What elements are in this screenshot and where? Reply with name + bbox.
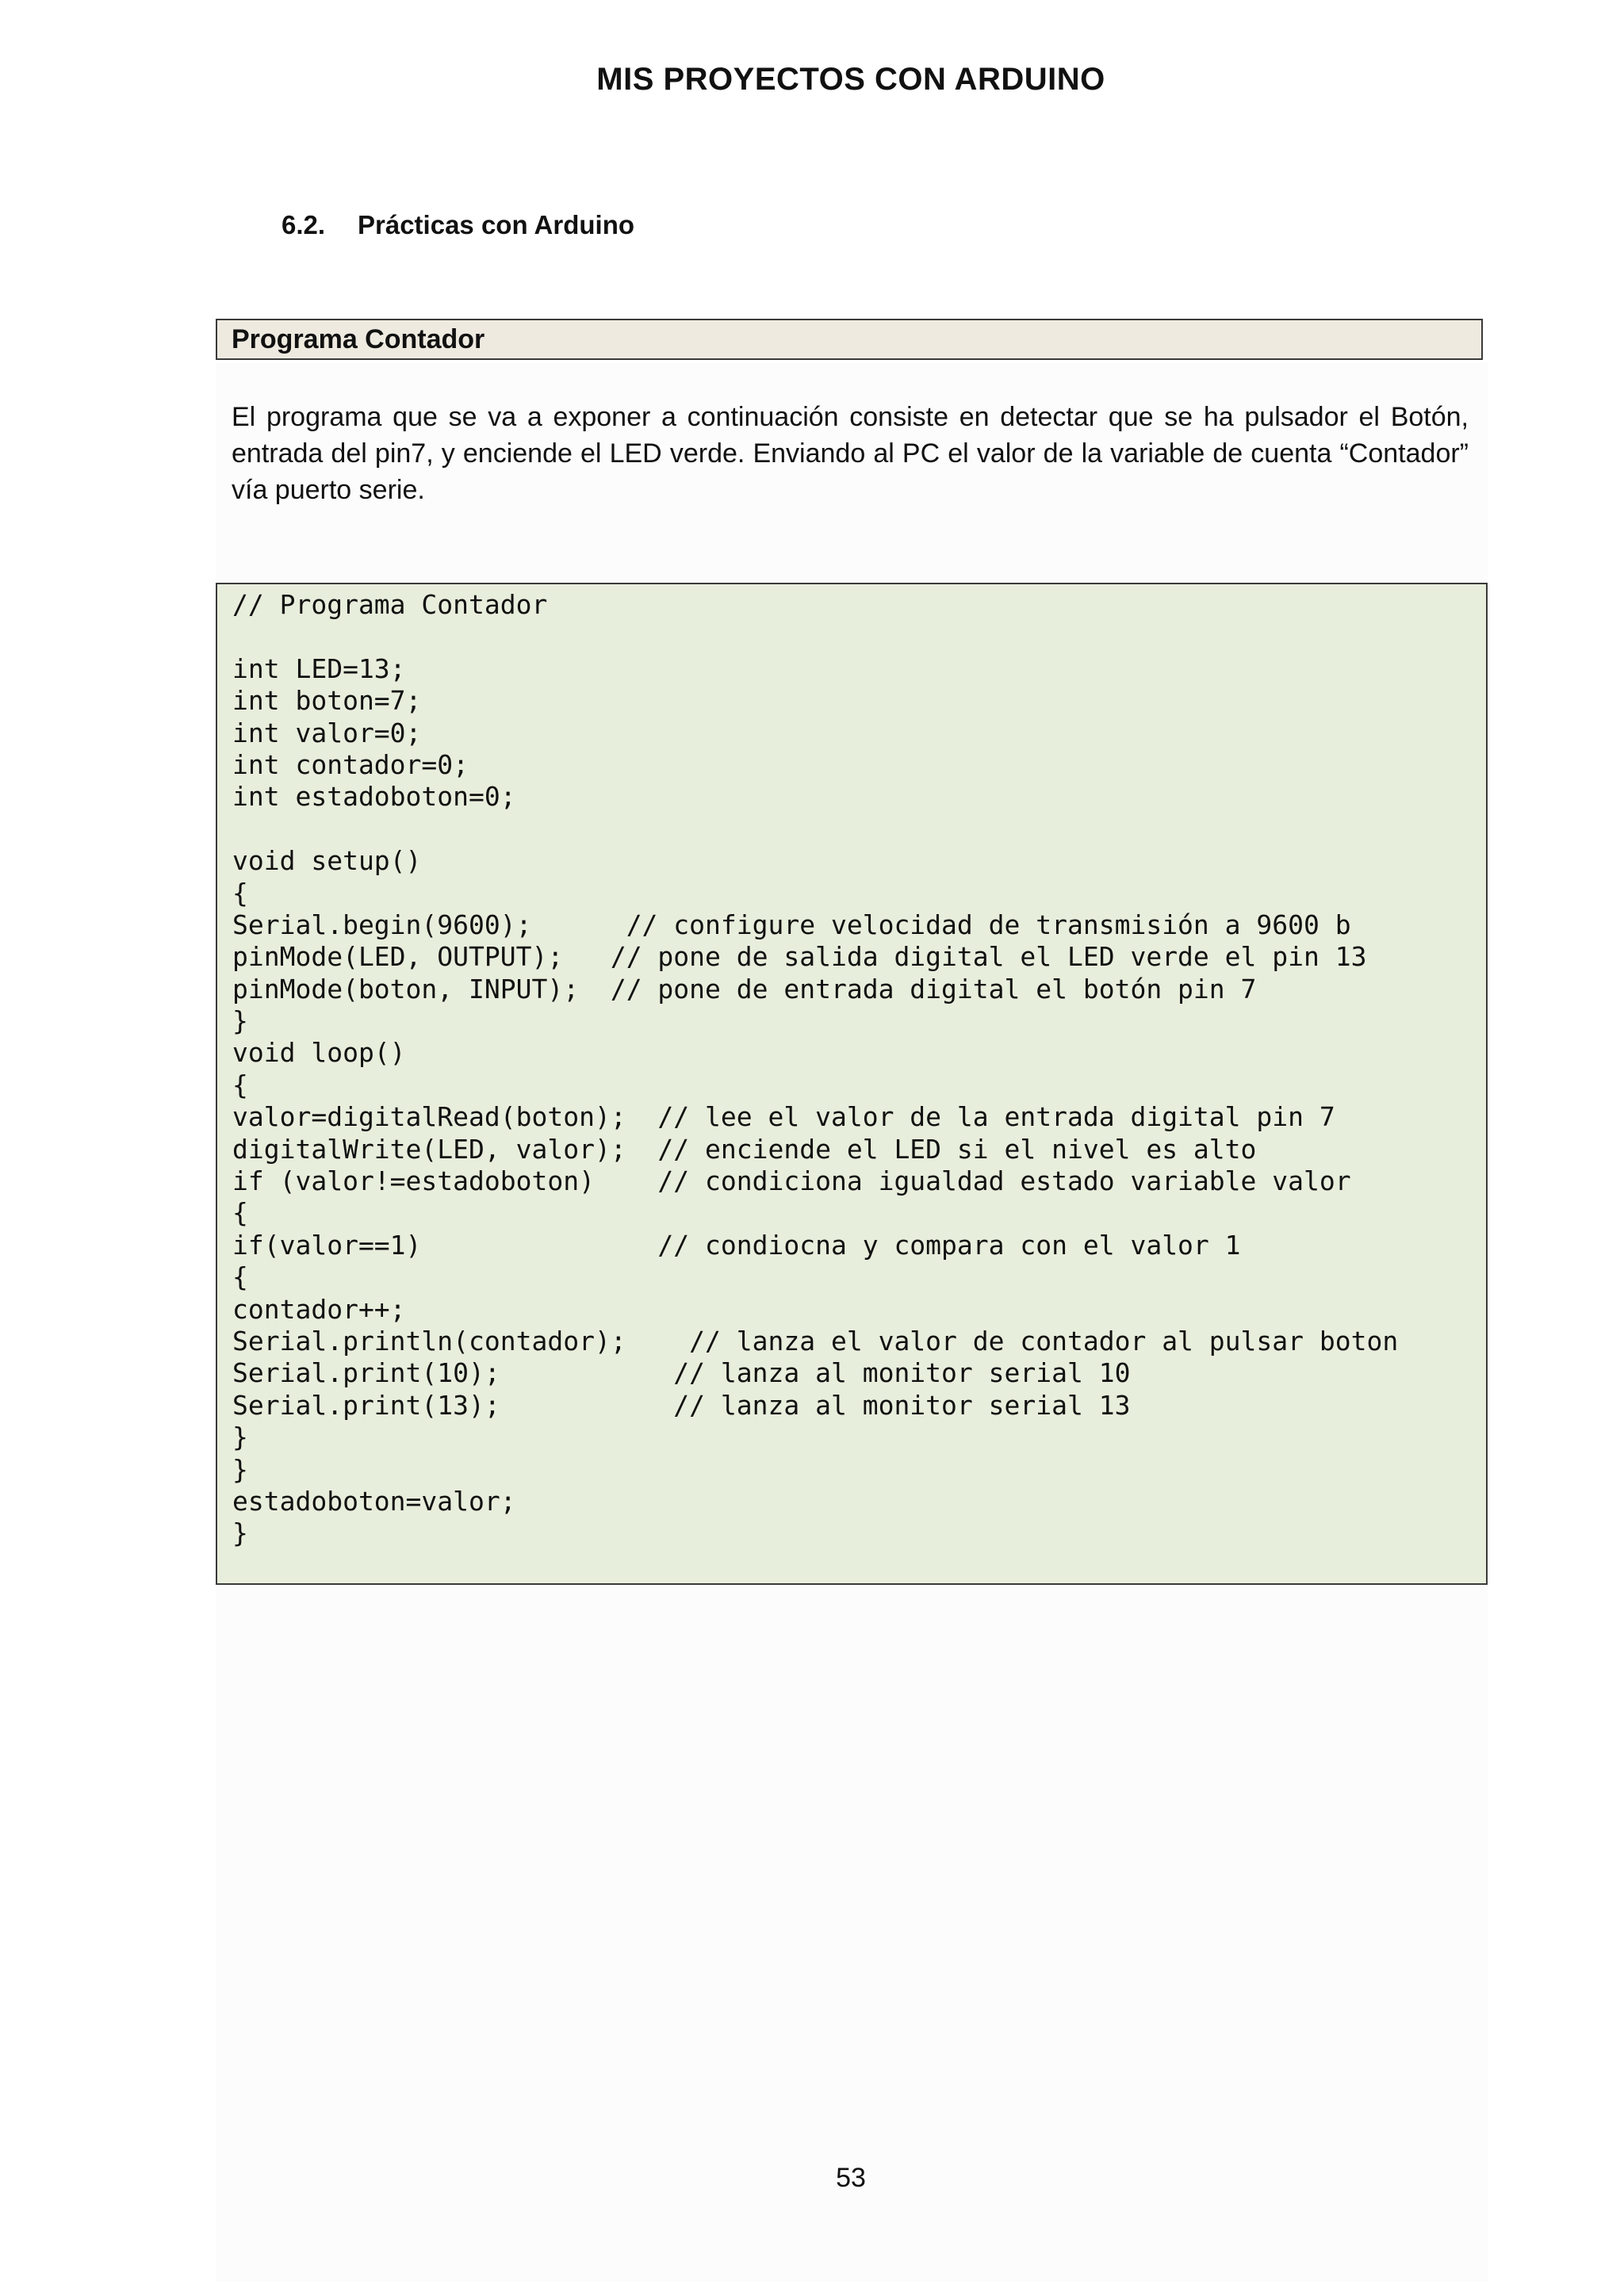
code-line: int LED=13;: [232, 652, 406, 684]
code-line: {: [232, 877, 248, 909]
code-line: [232, 813, 1486, 845]
code-line: pinMode(LED, OUTPUT); // pone de salida digital el LED verde el pin 13: [232, 941, 1367, 973]
code-line: if (valor!=estadoboton) // condiciona igualdad estado variable valor: [232, 1165, 1351, 1197]
page-number: 53: [836, 2163, 866, 2193]
code-line: valor=digitalRead(boton); // lee el valor de la entrada digital pin 7: [232, 1101, 1335, 1133]
code-line: void setup(): [232, 845, 422, 877]
code-line: if(valor==1) // condiocna y compara con el valor 1: [232, 1229, 1241, 1261]
code-line: pinMode(boton, INPUT); // pone de entrada digital el botón pin 7: [232, 973, 1257, 1004]
code-line: Serial.print(10); // lanza al monitor serial 10: [232, 1357, 1131, 1389]
code-line: int boton=7;: [232, 685, 422, 717]
code-line: {: [232, 1197, 248, 1229]
code-line: {: [232, 1261, 248, 1293]
code-line: Serial.begin(9600); // configure velocidad de transmisión a 9600 b: [232, 909, 1351, 940]
code-line: int estadoboton=0;: [232, 781, 516, 813]
code-line: }: [232, 1517, 248, 1549]
code-line: }: [232, 1422, 248, 1453]
program-description: El programa que se va a exponer a continuación consiste en detectar que se ha pulsador el Botón, entrada del pin7, y enciende el LED verde. Enviando al PC el valor de la variable de cuenta “Contador” vía puerto serie.: [232, 402, 1469, 505]
code-line: [232, 621, 1486, 652]
code-line: int valor=0;: [232, 717, 422, 748]
section-title: Prácticas con Arduino: [358, 210, 635, 239]
code-line: void loop(): [232, 1037, 406, 1069]
code-line: Serial.print(13); // lanza al monitor serial 13: [232, 1389, 1131, 1421]
code-line: contador++;: [232, 1293, 406, 1325]
program-title-box: Programa Contador: [216, 319, 1483, 360]
code-listing: [216, 583, 1488, 1585]
code-line: }: [232, 1453, 248, 1485]
section-number: 6.2.: [282, 210, 326, 239]
code-line: digitalWrite(LED, valor); // enciende el LED si el nivel es alto: [232, 1133, 1257, 1165]
page-header-title: MIS PROYECTOS CON ARDUINO: [596, 62, 1105, 97]
code-line: int contador=0;: [232, 748, 469, 780]
code-line: Serial.println(contador); // lanza el valor de contador al pulsar boton: [232, 1325, 1399, 1357]
code-line: {: [232, 1069, 248, 1100]
code-line: estadoboton=valor;: [232, 1485, 516, 1517]
code-line: // Programa Contador: [232, 589, 548, 620]
code-line: }: [232, 1005, 248, 1037]
section-heading: [282, 210, 634, 240]
